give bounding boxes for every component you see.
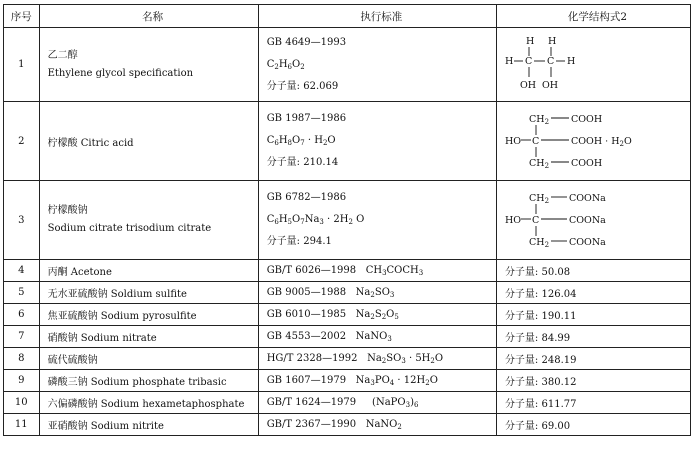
standard-code: GB 4649—1993: [266, 36, 347, 48]
svg-text:COONa: COONa: [568, 215, 606, 226]
row-index: 3: [4, 181, 40, 260]
svg-text:COONa: COONa: [568, 193, 606, 204]
table-row: [4, 414, 691, 436]
standard-code: GB/T 2367—1990: [266, 419, 357, 430]
standard-code: GB/T 1624—1979: [266, 397, 357, 408]
molecular-weight: 分子量: 84.99: [496, 326, 690, 348]
row-index: 2: [4, 102, 40, 181]
table-row: [4, 392, 691, 414]
row-name: 亚硝酸钠 Sodium nitrite: [39, 414, 258, 436]
molecular-weight: 分子量: 126.04: [496, 282, 690, 304]
molecular-weight: 分子量: 248.19: [496, 348, 690, 370]
structure-cell: [496, 28, 690, 102]
molecular-formula: $C_6H_5O_7Na_3 \cdot 2H_2$ O: [266, 214, 365, 226]
row-index: 11: [4, 414, 40, 436]
molecular-formula: NaNO$_2$: [365, 419, 402, 431]
svg-text:HO: HO: [504, 215, 522, 226]
table-row: [4, 282, 691, 304]
header-name: 名称: [39, 5, 258, 28]
standard-code: GB 9005—1988: [266, 287, 347, 298]
row-name: 磷酸三钠 Sodium phosphate tribasic: [39, 370, 258, 392]
svg-text:C: C: [524, 55, 533, 67]
svg-text:COOH · H2O: COOH · $H_2O$: [570, 136, 632, 148]
row-name: 硝酸钠 Sodium nitrate: [39, 326, 258, 348]
name-cn: 乙二醇: [47, 49, 78, 61]
molecular-weight: 分子量: 611.77: [496, 392, 690, 414]
svg-text:H: H: [504, 55, 514, 67]
header-index: 序号: [4, 5, 40, 28]
svg-text:CH2: $CH_2$: [528, 158, 549, 170]
molecular-weight: 分子量: 294.1: [266, 236, 332, 247]
standard-code: GB 1987—1986: [266, 113, 347, 124]
table-row: [4, 370, 691, 392]
svg-text:H: H: [525, 35, 535, 47]
molecular-formula: $CH_3COCH_3$: [365, 265, 424, 277]
molecular-formula: $(NaPO_3)_6$: [372, 397, 419, 409]
header-row: [4, 5, 691, 28]
row-standard: [258, 181, 496, 260]
molecular-weight: 分子量: 190.11: [496, 304, 690, 326]
row-standard: [258, 102, 496, 181]
row-name: [39, 28, 258, 102]
row-standard: [258, 260, 496, 282]
svg-text:OH: OH: [519, 79, 537, 91]
standard-code: GB 1607—1979: [266, 375, 347, 386]
svg-text:COOH: COOH: [570, 158, 603, 169]
row-standard: [258, 392, 496, 414]
table-row: [4, 181, 691, 260]
molecular-formula: $Na_3PO_4 \cdot 12H_2O$: [355, 375, 438, 387]
molecular-weight: 分子量: 62.069: [266, 80, 339, 92]
row-name: 硫代硫酸钠: [39, 348, 258, 370]
row-standard: [258, 370, 496, 392]
svg-text:H: H: [547, 35, 557, 47]
name-cn: 柠檬酸钠: [47, 205, 88, 216]
svg-text:HO: HO: [504, 136, 522, 147]
molecular-formula: NaNO$_3$: [355, 331, 392, 343]
structure-cell: [496, 181, 690, 260]
molecular-formula: $C_2H_6O_2$: [266, 58, 305, 71]
row-index: 9: [4, 370, 40, 392]
row-name: 柠檬酸 Citric acid: [39, 102, 258, 181]
svg-text:COONa: COONa: [568, 237, 606, 248]
standard-code: GB 6010—1985: [266, 309, 347, 320]
header-standard: 执行标准: [258, 5, 496, 28]
structure-cell: [496, 102, 690, 181]
ethylene-glycol-structure: [505, 30, 625, 100]
row-name: [39, 181, 258, 260]
row-index: 1: [4, 28, 40, 102]
row-name: 焦亚硫酸钠 Sodium pyrosulfite: [39, 304, 258, 326]
table-row: [4, 28, 691, 102]
svg-text:COOH: COOH: [570, 114, 603, 125]
svg-text:CH2: $CH_2$: [528, 114, 549, 126]
standard-code: HG/T 2328—1992: [266, 353, 358, 364]
molecular-weight: 分子量: 69.00: [496, 414, 690, 436]
table-row: [4, 348, 691, 370]
svg-text:C: C: [546, 55, 555, 67]
table-row: [4, 102, 691, 181]
svg-text:CH2: $CH_2$: [528, 237, 549, 249]
sodium-citrate-structure: [505, 187, 675, 253]
molecular-formula: $Na_2SO_3 \cdot 5H_2O$: [367, 353, 444, 365]
molecular-weight: 分子量: 210.14: [266, 157, 339, 168]
row-standard: [258, 28, 496, 102]
molecular-weight: 分子量: 50.08: [496, 260, 690, 282]
row-index: 8: [4, 348, 40, 370]
citric-acid-structure: [505, 108, 675, 174]
row-standard: [258, 414, 496, 436]
molecular-formula: $Na_2S_2O_5$: [355, 309, 399, 321]
row-standard: [258, 348, 496, 370]
table-row: [4, 326, 691, 348]
standards-table: [3, 4, 691, 436]
molecular-formula: $C_6H_8O_7 \cdot H_2O$: [266, 135, 336, 147]
table-row: [4, 304, 691, 326]
name-en: Ethylene glycol specification: [47, 67, 194, 79]
row-standard: [258, 282, 496, 304]
row-index: 4: [4, 260, 40, 282]
row-name: 丙酮 Acetone: [39, 260, 258, 282]
row-standard: [258, 304, 496, 326]
row-index: 6: [4, 304, 40, 326]
header-structure: 化学结构式2: [496, 5, 690, 28]
name-en: Sodium citrate trisodium citrate: [47, 223, 212, 234]
svg-text:C: C: [531, 215, 540, 226]
svg-text:CH2: $CH_2$: [528, 193, 549, 205]
row-name: 六偏磷酸钠 Sodium hexametaphosphate: [39, 392, 258, 414]
standard-code: GB 6782—1986: [266, 192, 347, 203]
svg-text:C: C: [531, 136, 540, 147]
molecular-formula: $Na_2SO_3$: [355, 287, 395, 299]
row-standard: [258, 326, 496, 348]
svg-text:OH: OH: [541, 79, 559, 91]
standard-code: GB 4553—2002: [266, 331, 347, 342]
row-index: 7: [4, 326, 40, 348]
row-index: 5: [4, 282, 40, 304]
molecular-weight: 分子量: 380.12: [496, 370, 690, 392]
table-row: [4, 260, 691, 282]
standard-code: GB/T 6026—1998: [266, 265, 357, 276]
row-name: 无水亚硫酸钠 Soldium sulfite: [39, 282, 258, 304]
svg-text:H: H: [566, 55, 576, 67]
row-index: 10: [4, 392, 40, 414]
